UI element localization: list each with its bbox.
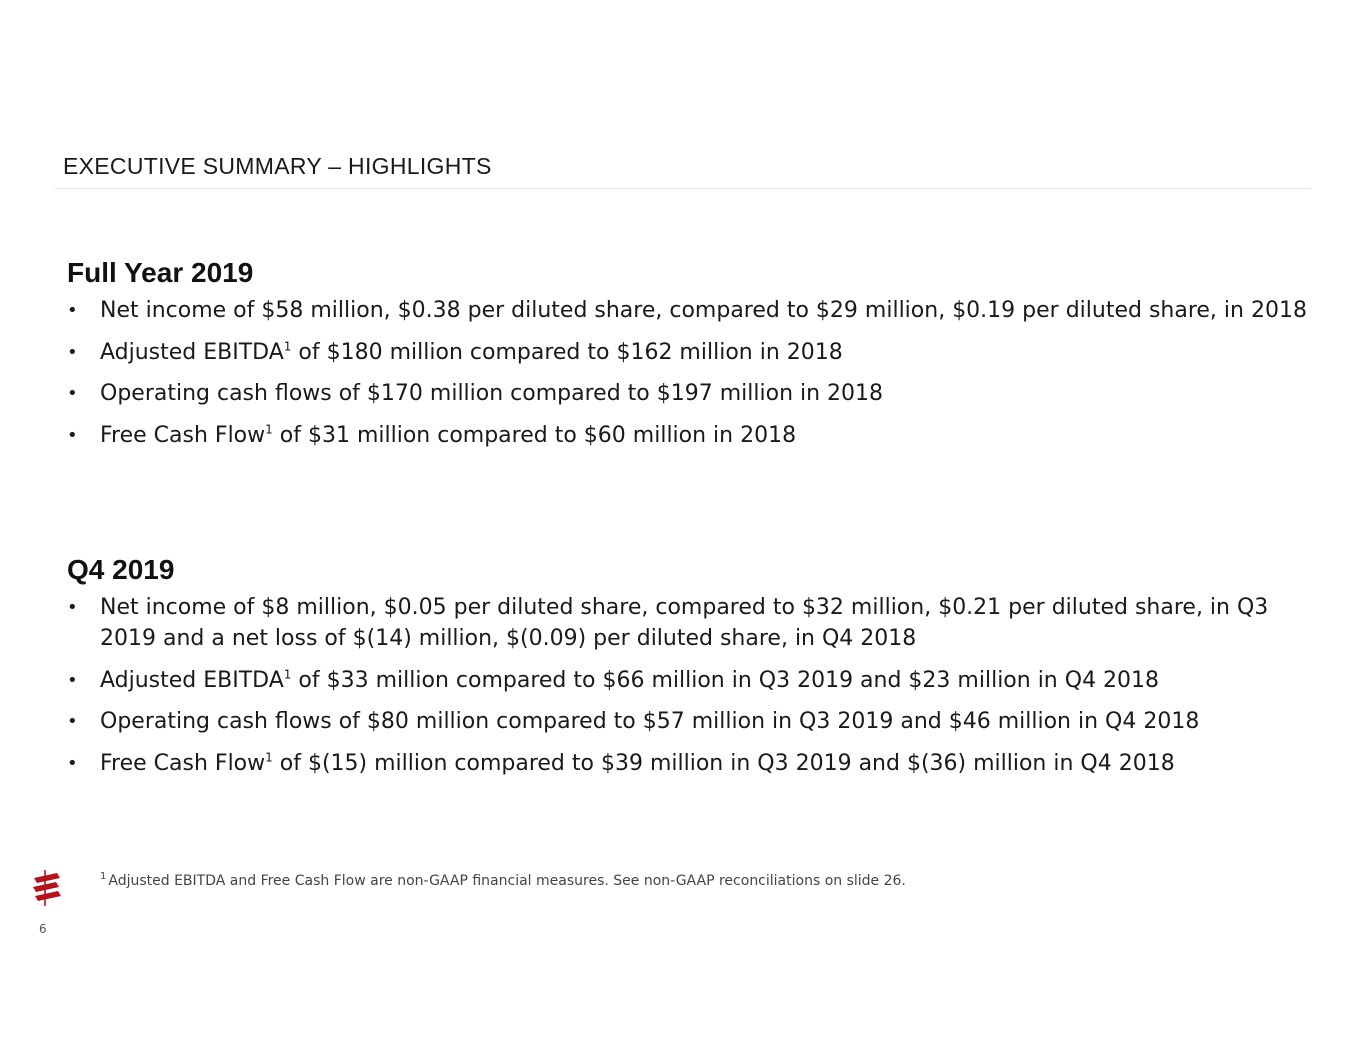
bullet-text-post: of $33 million compared to $66 million in Q3 2019 and $23 million in Q4 2018: [291, 667, 1160, 693]
bullet-text-pre: Adjusted EBITDA: [100, 339, 284, 365]
bullet-icon: •: [67, 383, 78, 404]
footnote-marker: 1: [283, 339, 292, 354]
footnote-text: Adjusted EBITDA and Free Cash Flow are non-GAAP financial measures. See non-GAAP reconciliations on slide 26.: [108, 873, 906, 889]
bullet-icon: •: [67, 597, 78, 618]
company-logo-icon: [30, 869, 64, 907]
bullet-icon: •: [67, 711, 78, 732]
bullet-text: Operating cash flows of $170 million compared to $197 million in 2018: [100, 381, 884, 406]
bullet-text-post: of $180 million compared to $162 million in 2018: [291, 339, 843, 365]
bullet-icon: •: [67, 424, 78, 446]
bullet-text-pre: Free Cash Flow: [100, 750, 266, 776]
bullet-item: [67, 420, 1307, 451]
footnote-marker: 1: [265, 422, 273, 437]
bullet-icon: •: [67, 300, 78, 321]
section-title-full-year: Full Year 2019: [67, 257, 254, 288]
bullet-icon: •: [67, 669, 78, 691]
bullet-icon: •: [67, 341, 78, 363]
bullet-item: [67, 706, 1307, 737]
section-title-q4: Q4 2019: [67, 554, 175, 585]
bullet-text: Net income of $58 million, $0.38 per diluted share, compared to $29 million, $0.19 per diluted share, in 2018: [100, 298, 1307, 323]
bullet-text: Operating cash flows of $80 million compared to $57 million in Q3 2019 and $46 million in Q4 2018: [100, 709, 1200, 734]
header-divider: [55, 188, 1311, 189]
bullet-item: [67, 378, 1307, 409]
bullet-icon: •: [67, 752, 78, 774]
page-number: 6: [39, 922, 47, 936]
q4-bullet-list: [67, 592, 1307, 779]
slide-title: EXECUTIVE SUMMARY – HIGHLIGHTS: [63, 153, 492, 179]
footnote-marker: 1: [265, 750, 273, 765]
bullet-item: [67, 748, 1307, 779]
bullet-text-pre: Free Cash Flow: [100, 422, 266, 448]
bullet-item: [67, 665, 1307, 696]
footnote-marker: 1: [100, 871, 107, 883]
bullet-item: [67, 592, 1307, 654]
full-year-bullet-list: [67, 295, 1307, 451]
footnote-marker: 1: [283, 667, 292, 682]
full-year-section: [67, 253, 1307, 461]
bullet-text: Net income of $8 million, $0.05 per diluted share, compared to $32 million, $0.21 per diluted share, in Q3 2019 and a net loss of $(14) million, $(0.09) per diluted share, in Q4 2018: [100, 595, 1269, 651]
footnote: [100, 873, 906, 889]
bullet-item: [67, 295, 1307, 326]
bullet-text-post: of $(15) million compared to $39 million in Q3 2019 and $(36) million in Q4 2018: [272, 750, 1175, 776]
bullet-item: [67, 337, 1307, 368]
bullet-text-post: of $31 million compared to $60 million in 2018: [272, 422, 797, 448]
q4-section: [67, 550, 1307, 789]
bullet-text-pre: Adjusted EBITDA: [100, 667, 284, 693]
